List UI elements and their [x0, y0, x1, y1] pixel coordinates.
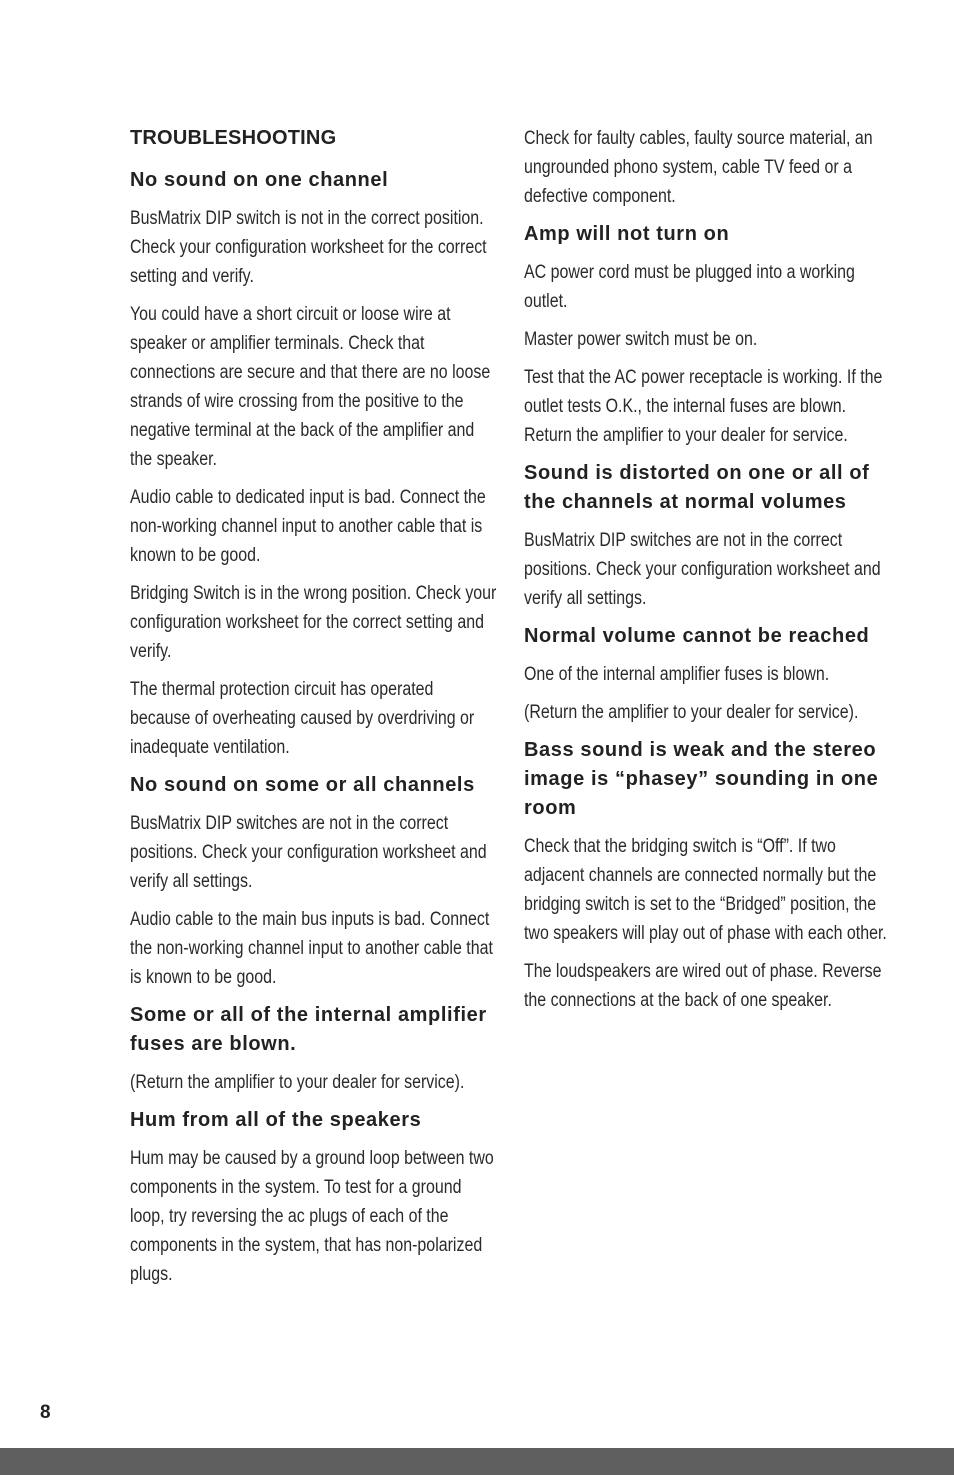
body-paragraph: Check for faulty cables, faulty source material, an ungrounded phono system, cable TV feed or a defective component.	[524, 128, 873, 207]
section-heading: Bass sound is weak and the stereo image is “phasey” sounding in one room	[524, 739, 879, 819]
body-paragraph: BusMatrix DIP switches are not in the correct positions. Check your configuration worksheet and verify all settings.	[524, 530, 881, 609]
body-paragraph: Bridging Switch is in the wrong position. Check your configuration worksheet for the correct setting and verify.	[130, 583, 497, 662]
section-heading: Hum from all of the speakers	[130, 1109, 422, 1131]
body-paragraph: Master power switch must be on.	[524, 329, 758, 350]
page-number: 8	[40, 1402, 51, 1423]
left-content	[130, 166, 498, 1289]
section-heading: Amp will not turn on	[524, 223, 730, 245]
body-paragraph: (Return the amplifier to your dealer for service).	[524, 702, 859, 723]
body-paragraph: BusMatrix DIP switch is not in the correct position. Check your configuration worksheet for the correct setting and verify.	[130, 208, 487, 287]
body-paragraph: Hum may be caused by a ground loop between two components in the system. To test for a ground loop, try reversing the ac plugs of each of the components in the system, that has non-polarized plugs.	[130, 1148, 494, 1285]
footer-bar	[0, 1448, 954, 1475]
body-paragraph: The thermal protection circuit has operated because of overheating caused by overdriving or inadequate ventilation.	[130, 679, 475, 758]
body-paragraph: You could have a short circuit or loose wire at speaker or amplifier terminals. Check that connections are secure and that there are no loose strands of wire crossing from the positive to the negative terminal at the back of the amplifier and the speaker.	[130, 304, 491, 470]
left-column	[130, 124, 498, 1298]
body-paragraph: Test that the AC power receptacle is working. If the outlet tests O.K., the internal fuses are blown. Return the amplifier to your dealer for service.	[524, 367, 883, 446]
body-paragraph: (Return the amplifier to your dealer for service).	[130, 1072, 465, 1093]
body-paragraph: BusMatrix DIP switches are not in the correct positions. Check your configuration worksheet and verify all settings.	[130, 813, 487, 892]
body-paragraph: One of the internal amplifier fuses is blown.	[524, 664, 830, 685]
section-heading: No sound on one channel	[130, 169, 389, 191]
section-title: TROUBLESHOOTING	[130, 127, 337, 149]
body-paragraph: Check that the bridging switch is “Off”. If two adjacent channels are connected normally but the bridging switch is set to the “Bridged” position, the two speakers will play out of phase with each other.	[524, 836, 887, 944]
body-paragraph: Audio cable to the main bus inputs is bad. Connect the non-working channel input to another cable that is known to be good.	[130, 909, 493, 988]
right-content	[524, 124, 890, 1015]
section-heading: Normal volume cannot be reached	[524, 625, 870, 647]
right-column	[524, 124, 890, 1024]
section-heading: No sound on some or all channels	[130, 774, 475, 796]
section-heading: Sound is distorted on one or all of the channels at normal volumes	[524, 462, 870, 513]
body-paragraph: The loudspeakers are wired out of phase. Reverse the connections at the back of one speaker.	[524, 961, 882, 1011]
section-heading: Some or all of the internal amplifier fuses are blown.	[130, 1004, 487, 1055]
body-paragraph: Audio cable to dedicated input is bad. Connect the non-working channel input to another cable that is known to be good.	[130, 487, 486, 566]
body-paragraph: AC power cord must be plugged into a working outlet.	[524, 262, 855, 312]
